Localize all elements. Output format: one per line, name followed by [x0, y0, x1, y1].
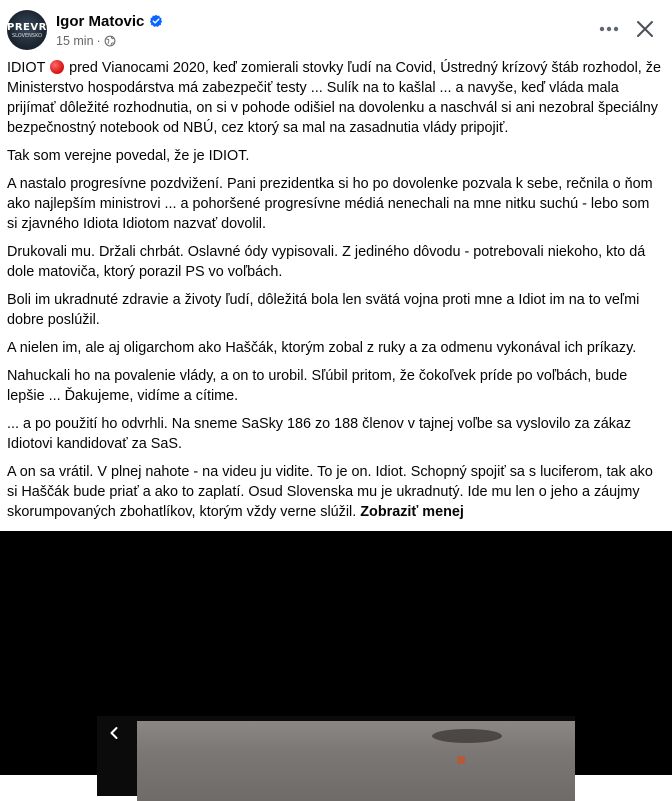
close-icon: [636, 20, 654, 38]
post-paragraph-9-body: A on sa vrátil. V plnej nahote - na videu ju vidite. To je on. Idiot. Schopný spojiť sa s luciferom, tak ako si Haščák bude priať a ako to zaplatí. Osud Slovenska mu je ukradnutý. Ide mu len o jeho a záujmy skorumpovaných zbohatlíkov, ktorým vždy verne slúžil.: [7, 464, 653, 520]
post-paragraph-4: Drukovali mu. Držali chrbát. Oslavné ódy vypisovali. Z jediného dôvodu - potrebovali niekoho, kto dá dole matoviča, ktorý porazil PS vo voľbách.: [7, 244, 646, 280]
post-paragraph-7: Nahuckali ho na povalenie vlády, a on to urobil. Sľúbil pritom, že čokoľvek príde po voľbách, bude lepšie ... Ďakujeme, vidíme a cítime.: [7, 368, 628, 404]
post-paragraph-2: Tak som verejne povedal, že je IDIOT.: [7, 148, 250, 164]
avatar[interactable]: [7, 10, 62, 50]
wall-object: [457, 756, 465, 764]
post-paragraph-6: A nielen im, ale aj oligarchom ako Haščák, ktorým zobal z ruky a za odmenu vykonával ich príkazy.: [7, 340, 637, 356]
post-paragraph-5: Boli im ukradnuté zdravie a životy ľudí, dôležitá bola len svätá vojna proti mne a Idiot im na to veľmi dobre poslúžil.: [7, 292, 640, 328]
previous-media-button[interactable]: [101, 720, 127, 746]
ceiling-light: [432, 729, 502, 743]
chevron-left-icon: [108, 726, 120, 740]
post-paragraph-1-body: pred Vianocami 2020, keď zomierali stovky ľudí na Covid, Ústredný krízový štáb rozhodol, že Ministerstvo hospodárstva má zabezpečiť testy ... Sulík na to kašlal ... a navyše, keď vláda mala prijímať dôležité rozhodnutia, on si v pohode odišiel na dovolenku a naschvál si ani nezobral špeciálny bezpečnostný notebook od NBÚ, cez ktorý sa mal na zasadnutia vlády pripojiť.: [7, 60, 662, 136]
post-header: [0, 0, 672, 58]
video-thumbnail: [137, 721, 575, 801]
avatar-logo-text: PREVRAT: [7, 22, 62, 33]
more-options-button[interactable]: [592, 14, 626, 44]
verified-badge-icon: [149, 14, 163, 28]
video-player[interactable]: [0, 531, 672, 775]
post-paragraph-3: A nastalo progresívne pozdvižení. Pani prezidentka si ho po dovolenke pozvala k sebe, rečnila o ňom ako najlepším ministrovi ... a pohoršené progresívne médiá nenechali na mne nitku suchú - lebo som si zjavného Idiota Idiotom nazvať dovolil.: [7, 176, 653, 232]
post-paragraph-9: [7, 462, 663, 522]
avatar-logo-subtext: SLOVENSKO: [11, 33, 43, 39]
video-frame: [97, 716, 575, 796]
post-paragraph-1-lead: IDIOT: [7, 60, 46, 76]
red-circle-emoji-icon: [50, 60, 64, 74]
close-button[interactable]: [628, 12, 662, 46]
post-meta: [56, 33, 116, 49]
post-text: [7, 58, 663, 530]
globe-icon: [104, 35, 116, 47]
post-paragraph-1: [7, 58, 663, 138]
author-row: [56, 11, 163, 31]
post-timestamp[interactable]: 15 min: [56, 34, 94, 48]
see-less-link[interactable]: Zobraziť menej: [360, 504, 464, 520]
meta-separator: ·: [96, 34, 101, 48]
post-paragraph-8: ... a po použití ho odvrhli. Na sneme SaSky 186 zo 188 členov v tajnej voľbe sa vyslovilo za zákaz Idiotovi kandidovať za SaS.: [7, 416, 632, 452]
more-options-icon: [599, 26, 619, 32]
author-name[interactable]: Igor Matovic: [56, 12, 145, 30]
